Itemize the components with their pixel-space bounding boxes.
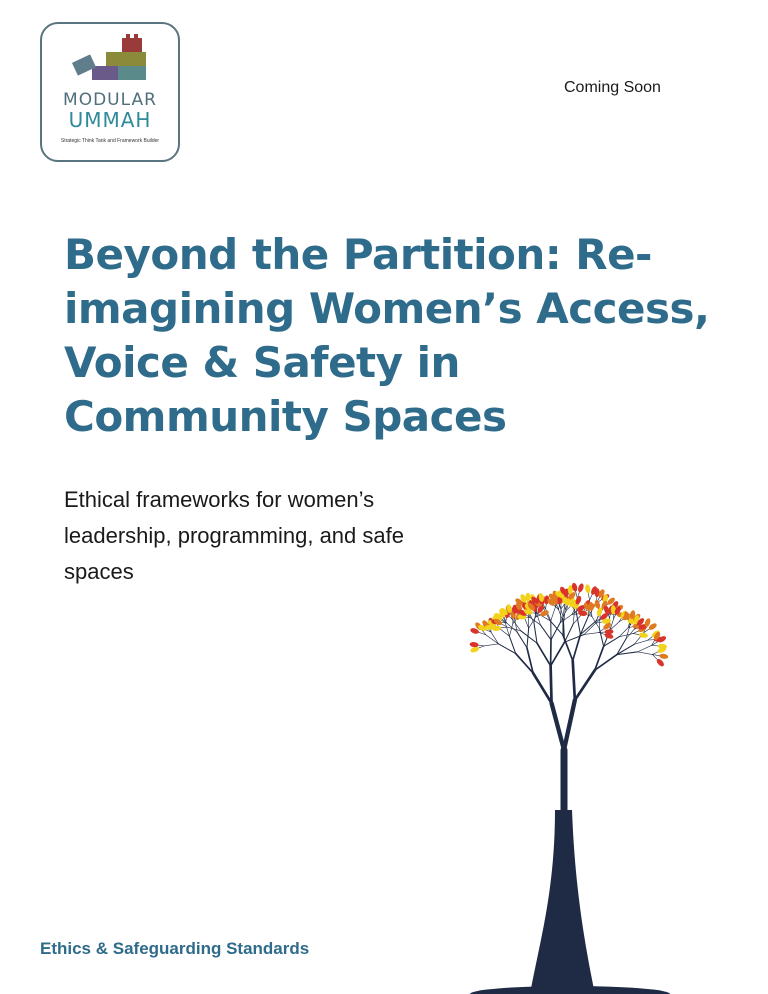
brand-logo [40,22,180,162]
logo-tagline: Strategic Think Tank and Framework Builder [60,138,160,144]
page-subtitle: Ethical frameworks for women’s leadership, programming, and safe spaces [64,487,404,584]
logo-wordmark-bottom: UMMAH [68,108,152,132]
page-title: Beyond the Partition: Re-imagining Women’s Access, Voice & Safety in Community Spaces [64,230,710,441]
logo-blocks-icon [64,34,160,90]
logo-wordmark-top: MODULAR [63,90,157,110]
footer-label: Ethics & Safeguarding Standards [40,939,310,958]
tree-illustration [380,490,760,994]
status-text: Coming Soon [564,79,661,96]
